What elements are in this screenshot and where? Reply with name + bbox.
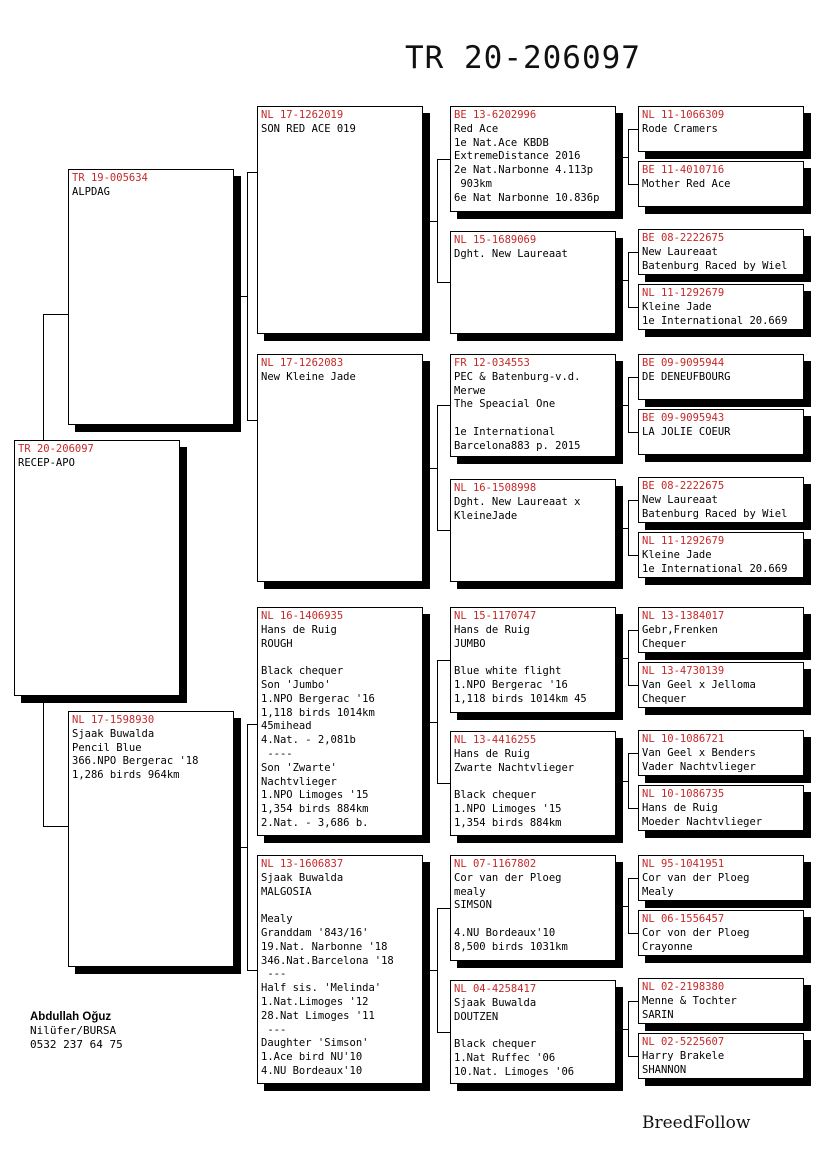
breeder-name: Abdullah Oğuz (30, 1011, 112, 1023)
detail-line: 366.NPO Bergerac '18 (72, 755, 199, 768)
bird-details (261, 371, 419, 385)
detail-line: SON RED ACE 019 (261, 122, 356, 135)
ring-number: NL 13-1606837 (261, 858, 344, 870)
detail-line: Crayonne (642, 940, 693, 953)
gen4-card (638, 229, 804, 275)
connector-line (616, 1029, 628, 1030)
detail-line: 1.NPO Limoges '15 (454, 802, 562, 815)
connector-line (628, 685, 638, 686)
ring-number: NL 10-1086735 (642, 788, 725, 800)
ring-number: NL 10-1086721 (642, 733, 725, 745)
detail-line: Merwe (454, 384, 486, 397)
connector-line (437, 159, 450, 160)
detail-line: 10.Nat. Limoges '06 (454, 1065, 575, 1078)
bird-details (642, 1050, 800, 1078)
detail-line: 4.Nat. - 2,081b (261, 734, 356, 747)
dam-card (68, 711, 234, 967)
connector-line (437, 405, 450, 406)
ring-number: NL 06-1556457 (642, 913, 725, 925)
detail-line: Rode Cramers (642, 122, 718, 135)
ring-number: NL 13-4730139 (642, 665, 725, 677)
detail-line: 1e International (454, 425, 556, 438)
ring-number: TR 20-206097 (18, 443, 94, 455)
connector-line (628, 878, 629, 934)
breeder-city: Nilüfer/BURSA (30, 1024, 117, 1037)
detail-line: Harry Brakele (642, 1049, 725, 1062)
breeder-phone: 0532 237 64 75 (30, 1038, 123, 1051)
connector-line (247, 420, 257, 421)
bird-details (642, 995, 800, 1023)
connector-line (423, 468, 437, 469)
connector-line (628, 1001, 629, 1057)
detail-line: 346.Nat.Barcelona '18 (261, 954, 394, 967)
bird-details (642, 927, 800, 955)
detail-line: Mother Red Ace (642, 177, 731, 190)
ring-number: NL 16-1406935 (261, 610, 344, 622)
ring-number: NL 07-1167802 (454, 858, 537, 870)
bird-details (454, 624, 612, 707)
great-grandparent-card (450, 980, 616, 1084)
connector-line (247, 724, 257, 725)
detail-line: 1.Ace bird NU'10 (261, 1051, 363, 1064)
connector-line (628, 878, 638, 879)
bird-details (642, 246, 800, 274)
detail-line: Batenburg Raced by Wiel (642, 259, 788, 272)
ring-number: BE 11-4010716 (642, 164, 725, 176)
gen4-card (638, 855, 804, 901)
detail-line: 1.NPO Bergerac '16 (454, 678, 568, 691)
connector-line (247, 724, 248, 971)
gen4-card (638, 161, 804, 207)
detail-line: Vader Nachtvlieger (642, 760, 756, 773)
bird-details (261, 872, 419, 1079)
bird-details (454, 496, 612, 524)
detail-line: Cor van der Ploeg (642, 871, 750, 884)
detail-line: 1,286 birds 964km (72, 769, 180, 782)
connector-line (628, 377, 638, 378)
detail-line: Cor von der Ploeg (642, 926, 750, 939)
detail-line: 45mihead (261, 720, 312, 733)
ring-number: NL 15-1689069 (454, 234, 537, 246)
connector-line (628, 753, 629, 809)
connector-line (628, 555, 638, 556)
detail-line (261, 899, 419, 913)
brand-logo-text: BreedFollow (642, 1113, 751, 1133)
connector-line (437, 159, 438, 283)
great-grandparent-card (450, 607, 616, 713)
bird-details (72, 728, 230, 783)
detail-line: Zwarte Nachtvlieger (454, 761, 575, 774)
detail-line: Barcelona883 p. 2015 (454, 439, 581, 452)
connector-line (247, 970, 257, 971)
detail-line: Black chequer (454, 789, 537, 802)
connector-line (628, 377, 629, 433)
detail-line: Cor van der Ploeg (454, 871, 562, 884)
detail-line: Hans de Ruig (454, 623, 530, 636)
detail-line: SARIN (642, 1008, 674, 1021)
detail-line: 1e International 20.669 (642, 562, 788, 575)
connector-line (437, 908, 450, 909)
great-grandparent-card (450, 855, 616, 961)
gen4-card (638, 284, 804, 330)
connector-line (437, 660, 438, 784)
detail-line: 28.Nat Limoges '11 (261, 1009, 375, 1022)
connector-line (628, 630, 629, 686)
connector-line (616, 280, 628, 281)
ring-number: BE 08-2222675 (642, 480, 725, 492)
ring-number: BE 09-9095943 (642, 412, 725, 424)
grandparent-card (257, 354, 423, 582)
connector-line (437, 282, 450, 283)
detail-line: Van Geel x Benders (642, 746, 756, 759)
connector-line (616, 906, 628, 907)
gen4-card (638, 978, 804, 1024)
connector-line (628, 933, 638, 934)
connector-line (628, 432, 638, 433)
bird-details (642, 371, 800, 385)
detail-line: ROUGH (261, 637, 293, 650)
connector-line (423, 221, 437, 222)
connector-line (247, 172, 248, 421)
detail-line: SIMSON (454, 899, 492, 912)
connector-line (628, 252, 638, 253)
connector-line (628, 500, 629, 556)
connector-line (628, 184, 638, 185)
connector-line (616, 528, 628, 529)
detail-line: Son 'Zwarte' (261, 761, 337, 774)
detail-line: 1.NPO Limoges '15 (261, 789, 369, 802)
bird-details (642, 872, 800, 900)
bird-details (642, 123, 800, 137)
gen4-card (638, 532, 804, 578)
detail-line: 1.NPO Bergerac '16 (261, 692, 375, 705)
detail-line: ExtremeDistance 2016 (454, 150, 581, 163)
bird-details (454, 748, 612, 831)
bird-details (642, 494, 800, 522)
detail-line: RECEP-APO (18, 456, 75, 469)
grandparent-card (257, 607, 423, 836)
bird-details (642, 549, 800, 577)
subject-card (14, 440, 180, 696)
great-grandparent-card (450, 354, 616, 457)
detail-line: Hans de Ruig (642, 801, 718, 814)
gen4-card (638, 607, 804, 653)
bird-details (642, 802, 800, 830)
detail-line: Half sis. 'Melinda' (261, 982, 382, 995)
connector-line (628, 753, 638, 754)
detail-line: Batenburg Raced by Wiel (642, 507, 788, 520)
detail-line: 903km (454, 177, 492, 190)
sire-card (68, 169, 234, 425)
gen4-card (638, 477, 804, 523)
connector-line (234, 847, 247, 848)
gen4-card (638, 730, 804, 776)
detail-line: Dght. New Laureaat (454, 247, 568, 260)
detail-line (454, 775, 612, 789)
detail-line: 4.NU Bordeaux'10 (454, 926, 556, 939)
bird-details (642, 624, 800, 652)
detail-line: Dght. New Laureaat x (454, 495, 581, 508)
detail-line: Son 'Jumbo' (261, 678, 331, 691)
ring-number: NL 13-1384017 (642, 610, 725, 622)
connector-line (616, 405, 628, 406)
detail-line (454, 651, 612, 665)
bird-details (454, 872, 612, 955)
connector-line (423, 970, 437, 971)
grandparent-card (257, 106, 423, 334)
ring-number: NL 11-1066309 (642, 109, 725, 121)
ring-number: NL 11-1292679 (642, 535, 725, 547)
detail-line: Mealy (261, 913, 293, 926)
detail-line: Sjaak Buwalda (72, 727, 155, 740)
connector-line (628, 129, 629, 185)
bird-details (454, 371, 612, 454)
connector-line (247, 172, 257, 173)
detail-line: Moeder Nachtvlieger (642, 815, 763, 828)
grandparent-card (257, 855, 423, 1084)
detail-line: mealy (454, 885, 486, 898)
ring-number: FR 12-034553 (454, 357, 530, 369)
ring-number: NL 95-1041951 (642, 858, 725, 870)
detail-line: KleineJade (454, 509, 518, 522)
bird-details (18, 457, 176, 471)
connector-line (628, 630, 638, 631)
detail-line: 1e Nat.Ace KBDB (454, 136, 549, 149)
detail-line (454, 412, 612, 426)
connector-line (628, 252, 629, 308)
detail-line: MALGOSIA (261, 885, 312, 898)
connector-line (628, 307, 638, 308)
pedigree-title: TR 20-206097 (405, 40, 641, 76)
bird-details (454, 997, 612, 1080)
ring-number: NL 17-1598930 (72, 714, 155, 726)
detail-line: LA JOLIE COEUR (642, 425, 731, 438)
bird-details (642, 301, 800, 329)
gen4-card (638, 106, 804, 152)
detail-line: Chequer (642, 637, 687, 650)
detail-line: Black chequer (454, 1038, 537, 1051)
connector-line (628, 808, 638, 809)
detail-line: 1.Nat.Limoges '12 (261, 995, 369, 1008)
detail-line: 1,354 birds 884km (261, 803, 369, 816)
detail-line: SHANNON (642, 1063, 687, 1076)
detail-line: Daughter 'Simson' (261, 1037, 369, 1050)
connector-line (437, 1032, 450, 1033)
detail-line: PEC & Batenburg-v.d. (454, 370, 581, 383)
detail-line: 2.Nat. - 3,686 b. (261, 816, 369, 829)
ring-number: BE 09-9095944 (642, 357, 725, 369)
bird-details (642, 178, 800, 192)
bird-details (642, 679, 800, 707)
connector-line (628, 500, 638, 501)
detail-line: Blue white flight (454, 665, 562, 678)
ring-number: NL 15-1170747 (454, 610, 537, 622)
detail-line: --- (261, 968, 287, 981)
detail-line: --- (261, 1023, 287, 1036)
detail-line: 1e International 20.669 (642, 314, 788, 327)
detail-line: Van Geel x Jelloma (642, 678, 756, 691)
detail-line: Granddam '843/16' (261, 926, 369, 939)
great-grandparent-card (450, 479, 616, 582)
detail-line: Gebr,Frenken (642, 623, 718, 636)
bird-details (261, 123, 419, 137)
detail-line: DOUTZEN (454, 1010, 499, 1023)
detail-line: Kleine Jade (642, 548, 712, 561)
detail-line: DE DENEUFBOURG (642, 370, 731, 383)
detail-line: The Speacial One (454, 398, 556, 411)
detail-line: Mealy (642, 885, 674, 898)
ring-number: NL 13-4416255 (454, 734, 537, 746)
bird-details (642, 426, 800, 440)
connector-line (437, 660, 450, 661)
detail-line: ---- (261, 747, 293, 760)
detail-line (454, 1024, 612, 1038)
detail-line: Hans de Ruig (261, 623, 337, 636)
connector-line (616, 781, 628, 782)
detail-line: 4.NU Bordeaux'10 (261, 1064, 363, 1077)
detail-line: Sjaak Buwalda (261, 871, 344, 884)
connector-line (628, 1056, 638, 1057)
ring-number: NL 11-1292679 (642, 287, 725, 299)
gen4-card (638, 354, 804, 400)
connector-line (43, 314, 68, 315)
great-grandparent-card (450, 231, 616, 334)
detail-line: 6e Nat Narbonne 10.836p (454, 191, 600, 204)
connector-line (437, 783, 450, 784)
detail-line: JUMBO (454, 637, 486, 650)
bird-details (642, 747, 800, 775)
breeder-info (30, 1010, 123, 1052)
ring-number: NL 02-2198380 (642, 981, 725, 993)
detail-line: Nachtvlieger (261, 775, 337, 788)
gen4-card (638, 662, 804, 708)
detail-line: ALPDAG (72, 185, 110, 198)
connector-line (423, 722, 437, 723)
detail-line (261, 651, 419, 665)
gen4-card (638, 785, 804, 831)
detail-line: New Laureaat (642, 493, 718, 506)
detail-line: Black chequer (261, 665, 344, 678)
bird-details (72, 186, 230, 200)
gen4-card (638, 1033, 804, 1079)
connector-line (437, 405, 438, 531)
detail-line: 1,354 birds 884km (454, 816, 562, 829)
detail-line: Sjaak Buwalda (454, 996, 537, 1009)
detail-line: 1,118 birds 1014km (261, 706, 375, 719)
connector-line (437, 530, 450, 531)
great-grandparent-card (450, 106, 616, 212)
detail-line: Hans de Ruig (454, 747, 530, 760)
bird-details (261, 624, 419, 831)
connector-line (43, 826, 68, 827)
gen4-card (638, 409, 804, 455)
detail-line: 1,118 birds 1014km 45 (454, 692, 587, 705)
bird-details (454, 248, 612, 262)
great-grandparent-card (450, 731, 616, 836)
ring-number: NL 16-1508998 (454, 482, 537, 494)
detail-line: New Kleine Jade (261, 370, 356, 383)
ring-number: NL 17-1262019 (261, 109, 344, 121)
detail-line: Kleine Jade (642, 300, 712, 313)
detail-line: Chequer (642, 692, 687, 705)
connector-line (234, 296, 247, 297)
detail-line: 2e Nat.Narbonne 4.113p (454, 164, 594, 177)
ring-number: NL 02-5225607 (642, 1036, 725, 1048)
detail-line: Red Ace (454, 122, 499, 135)
connector-line (616, 658, 628, 659)
connector-line (628, 1001, 638, 1002)
ring-number: NL 17-1262083 (261, 357, 344, 369)
ring-number: BE 13-6202996 (454, 109, 537, 121)
detail-line: 8,500 birds 1031km (454, 940, 568, 953)
detail-line: Pencil Blue (72, 741, 142, 754)
connector-line (437, 908, 438, 1033)
ring-number: TR 19-005634 (72, 172, 148, 184)
detail-line: 1.Nat Ruffec '06 (454, 1051, 556, 1064)
ring-number: NL 04-4258417 (454, 983, 537, 995)
gen4-card (638, 910, 804, 956)
detail-line: New Laureaat (642, 245, 718, 258)
connector-line (628, 129, 638, 130)
ring-number: BE 08-2222675 (642, 232, 725, 244)
detail-line: 19.Nat. Narbonne '18 (261, 940, 388, 953)
connector-line (616, 157, 628, 158)
detail-line: Menne & Tochter (642, 994, 737, 1007)
bird-details (454, 123, 612, 206)
detail-line (454, 913, 612, 927)
